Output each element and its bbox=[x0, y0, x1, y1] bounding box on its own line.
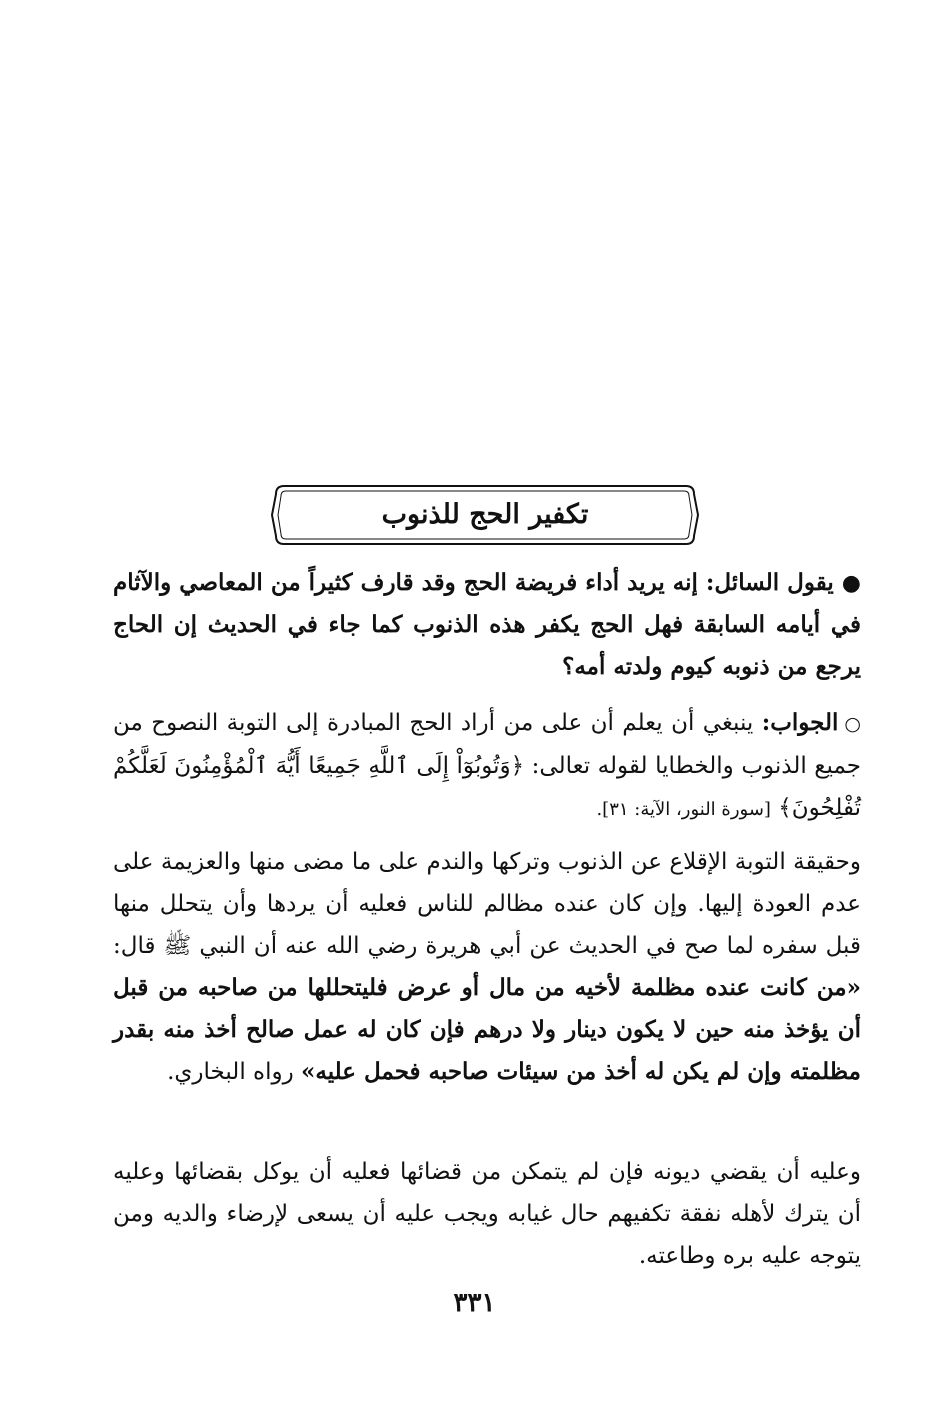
hadith-text: «من كانت عنده مظلمة لأخيه من مال أو عرض فليتحللها من صاحبه من قبل أن يؤخذ منه حين لا يكون دينار ولا درهم فإن كان له عمل صالح أخذ منه بقدر مظلمته وإن لم يكن له أخذ من سيئات صاحبه فحمل عليه» bbox=[113, 974, 861, 1085]
question-paragraph bbox=[113, 562, 861, 688]
verse-citation: [سورة النور، الآية: ٣١]. bbox=[596, 799, 771, 820]
page-title: تكفير الحج للذنوب bbox=[381, 499, 589, 530]
circle-marker-icon: ○ bbox=[844, 713, 861, 735]
answer-text: ينبغي أن يعلم أن على من أراد الحج المبادرة إلى التوبة النصوح من جميع الذنوب والخطايا لقوله تعالى: bbox=[113, 710, 862, 779]
page-number: ٣٣١ bbox=[453, 1288, 496, 1318]
paragraph-repentance bbox=[113, 841, 861, 1093]
bullet-icon: ● bbox=[841, 570, 861, 596]
paragraph-debts bbox=[113, 1151, 861, 1277]
hadith-source: رواه البخاري. bbox=[167, 1059, 294, 1085]
answer-label: الجواب: bbox=[761, 709, 839, 736]
question-text: يقول السائل: إنه يريد أداء فريضة الحج وقد قارف كثيراً من المعاصي والآثام في أيامه السابقة فهل الحج يكفر هذه الذنوب كما جاء في الحديث إن الحاج يرجع من ذنوبه كيوم ولدته أمه؟ bbox=[113, 569, 861, 680]
paragraph3-text: وعليه أن يقضي ديونه فإن لم يتمكن من قضائها فعليه أن يوكل بقضائها وعليه أن يترك لأهله نفقة تكفيهم حال غيابه ويجب عليه أن يسعى لإرضاء والديه ومن يتوجه عليه بره وطاعته. bbox=[113, 1159, 861, 1269]
title-frame bbox=[270, 484, 700, 546]
answer-paragraph bbox=[113, 702, 861, 831]
quran-verse: ﴿وَتُوبُوٓاْ إِلَى ٱللَّهِ جَمِيعًا أَيُّهَ ٱلْمُؤْمِنُونَ لَعَلَّكُمْ تُفْلِحُونَ﴾ bbox=[113, 753, 861, 821]
paragraph2-text: وحقيقة التوبة الإقلاع عن الذنوب وتركها والندم على ما مضى منها والعزيمة على عدم العودة إليها. وإن كان عنده مظالم للناس فعليه أن يردها وأن يتحلل منها قبل سفره لما صح في الحديث عن أبي هريرة رضي الله عنه أن النبي ﷺ قال: bbox=[113, 849, 861, 959]
